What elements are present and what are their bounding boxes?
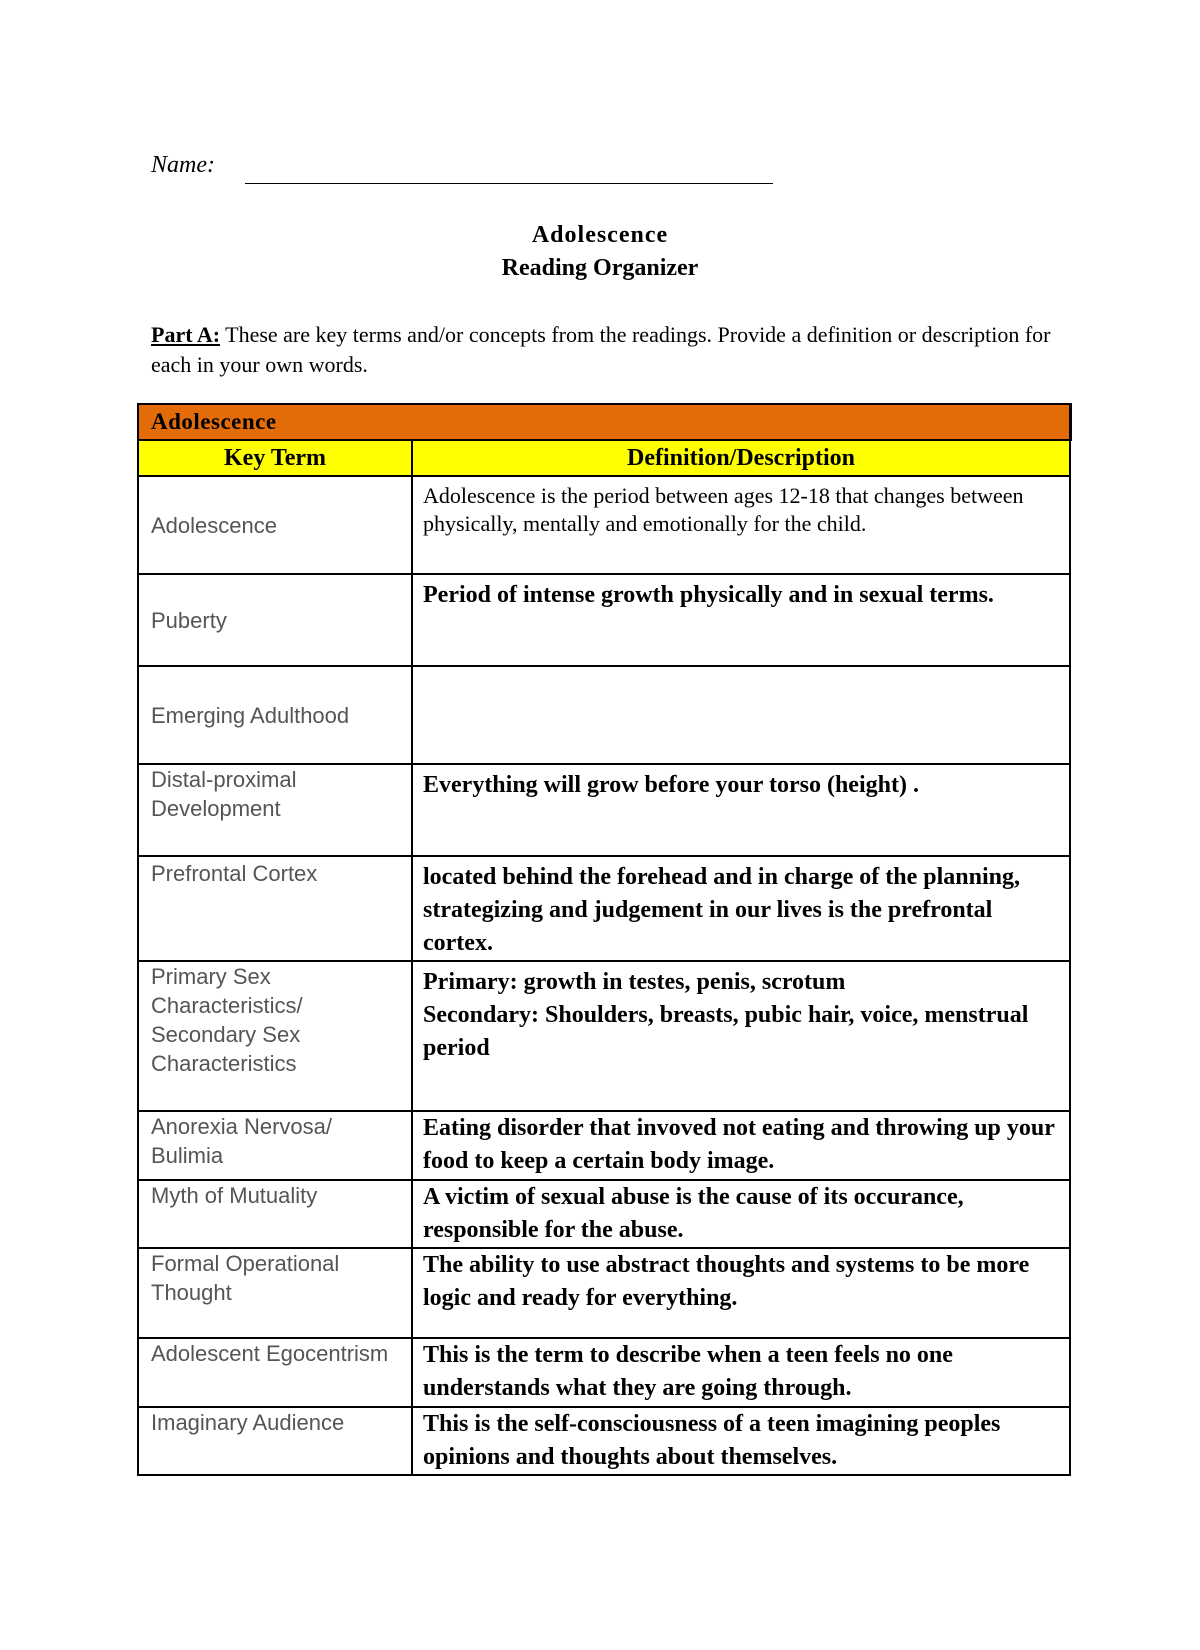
key-term-cell: Adolescence xyxy=(138,476,412,574)
definition-cell[interactable]: A victim of sexual abuse is the cause of its occurance, responsible for the abuse. xyxy=(412,1180,1070,1248)
page-title: Adolescence xyxy=(531,222,669,248)
secondary-characteristics-text: Secondary: Shoulders, breasts, pubic hair, voice, menstrual period xyxy=(423,1002,1029,1061)
primary-characteristics-text: Primary: growth in testes, penis, scrotum xyxy=(423,969,846,995)
table-row xyxy=(138,1111,1070,1180)
table-row xyxy=(138,666,1070,764)
key-term-cell: Myth of Mutuality xyxy=(138,1180,412,1248)
definition-cell[interactable]: This is the term to describe when a teen feels no one understands what they are going through. xyxy=(412,1338,1070,1407)
key-term-cell: Imaginary Audience xyxy=(138,1407,412,1475)
key-term-cell: Anorexia Nervosa/ Bulimia xyxy=(138,1111,412,1180)
page-subtitle: Reading Organizer xyxy=(501,255,699,281)
table-row xyxy=(138,856,1070,961)
key-term-cell: Primary Sex Characteristics/ Secondary Sex Characteristics xyxy=(138,961,412,1111)
table-row xyxy=(138,476,1070,574)
definition-cell[interactable] xyxy=(412,961,1070,1111)
table-row xyxy=(138,1338,1070,1407)
part-a-instructions xyxy=(151,320,1051,380)
key-term-cell: Formal Operational Thought xyxy=(138,1248,412,1338)
table-row xyxy=(138,961,1070,1111)
table-row xyxy=(138,574,1070,666)
name-label: Name: xyxy=(151,152,215,178)
key-term-cell: Distal-proximal Development xyxy=(138,764,412,856)
definition-cell[interactable]: The ability to use abstract thoughts and systems to be more logic and ready for everything. xyxy=(412,1248,1070,1338)
table-row xyxy=(138,1248,1070,1338)
section-title: Adolescence xyxy=(138,404,1070,440)
definition-cell[interactable]: This is the self-consciousness of a teen imagining peoples opinions and thoughts about themselves. xyxy=(412,1407,1070,1475)
definition-cell[interactable]: Everything will grow before your torso (height) . xyxy=(412,764,1070,856)
table-row xyxy=(138,1407,1070,1475)
part-a-text: These are key terms and/or concepts from the readings. Provide a definition or description for each in your own words. xyxy=(151,322,1051,377)
key-term-cell: Prefrontal Cortex xyxy=(138,856,412,961)
definition-cell[interactable]: located behind the forehead and in charge of the planning, strategizing and judgement in our lives is the prefrontal cortex. xyxy=(412,856,1070,961)
table-row xyxy=(138,1180,1070,1248)
key-term-cell: Emerging Adulthood xyxy=(138,666,412,764)
key-term-cell: Adolescent Egocentrism xyxy=(138,1338,412,1407)
key-term-cell: Puberty xyxy=(138,574,412,666)
table-row xyxy=(138,764,1070,856)
part-a-label: Part A: xyxy=(151,322,221,347)
reading-organizer-table xyxy=(137,403,1072,1476)
definition-cell[interactable]: Adolescence is the period between ages 12-18 that changes between physically, mentally and emotionally for the child. xyxy=(412,476,1070,574)
definition-cell[interactable] xyxy=(412,666,1070,764)
definition-cell[interactable]: Period of intense growth physically and in sexual terms. xyxy=(412,574,1070,666)
column-header-key-term: Key Term xyxy=(138,440,412,476)
definition-cell[interactable]: Eating disorder that invoved not eating and throwing up your food to keep a certain body image. xyxy=(412,1111,1070,1180)
column-header-definition: Definition/Description xyxy=(412,440,1070,476)
name-input-line[interactable] xyxy=(245,183,773,184)
